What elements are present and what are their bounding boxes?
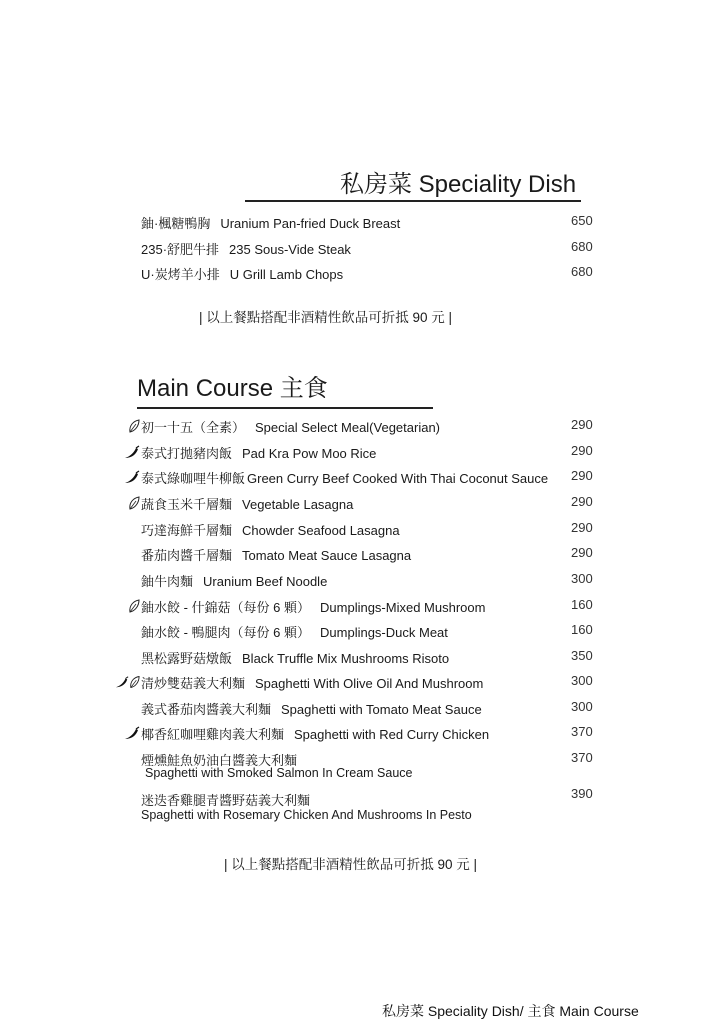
item-price: 680 (571, 264, 593, 279)
item-name-en: Spaghetti With Olive Oil And Mushroom (255, 676, 484, 691)
item-price: 370 (571, 750, 593, 765)
item-price: 390 (571, 786, 593, 801)
item-name-zh: 鈾水餃 - 鴨腿肉（每份 6 顆） (141, 625, 311, 640)
item-price: 160 (571, 597, 593, 612)
vegetarian-leaf-icon (128, 599, 140, 613)
speciality-title: 私房菜 Speciality Dish (340, 171, 577, 198)
item-price: 300 (571, 673, 593, 688)
item-price: 680 (571, 239, 593, 254)
item-name-zh: 泰式打拋豬肉飯 (141, 446, 233, 461)
item-name-zh: 蔬食玉米千層麵 (141, 497, 233, 512)
item-name-en: Spaghetti with Tomato Meat Sauce (281, 702, 482, 717)
speciality-divider (245, 200, 581, 202)
menu-item (0, 414, 724, 438)
item-name-zh: 泰式綠咖哩牛柳飯 (141, 471, 246, 486)
item-name-zh: 235·舒肥牛排 (141, 242, 220, 257)
item-name-en: Pad Kra Pow Moo Rice (242, 446, 377, 461)
item-price: 350 (571, 648, 593, 663)
item-name-en: Spaghetti with Red Curry Chicken (294, 727, 490, 742)
menu-item (0, 236, 724, 260)
main-course-divider (137, 407, 433, 409)
item-name-zh: 清炒雙菇義大利麵 (141, 676, 246, 691)
item-name-zh: 煙燻鮭魚奶油白醬義大利麵 (141, 753, 298, 768)
item-name-zh: 迷迭香雞腿青醬野菇義大利麵 (141, 793, 311, 808)
discount-note: | 以上餐點搭配非酒精性飲品可折抵 90 元 | (199, 310, 453, 325)
item-price: 290 (571, 494, 593, 509)
item-price: 370 (571, 724, 593, 739)
menu-item (0, 645, 724, 669)
item-name-en: Special Select Meal(Vegetarian) (255, 420, 441, 435)
item-price: 300 (571, 699, 593, 714)
item-price: 650 (571, 213, 593, 228)
item-name-en: Tomato Meat Sauce Lasagna (242, 548, 412, 563)
item-price: 160 (571, 622, 593, 637)
discount-note: | 以上餐點搭配非酒精性飲品可折抵 90 元 | (224, 857, 478, 872)
menu-item (0, 619, 724, 643)
item-name-en: Spaghetti with Rosemary Chicken And Mushrooms In Pesto (141, 808, 472, 822)
page-footer: 私房菜 Speciality Dish/ 主食 Main Course (382, 1003, 639, 1019)
item-name-en: Vegetable Lasagna (242, 497, 354, 512)
vegetarian-leaf-icon (129, 675, 140, 689)
spicy-chili-icon (124, 470, 140, 484)
item-name-zh: 鈾牛肉麵 (141, 574, 194, 589)
menu-item (0, 465, 724, 489)
item-price: 290 (571, 545, 593, 560)
item-name-en: Black Truffle Mix Mushrooms Risoto (242, 651, 450, 666)
vegetarian-leaf-icon (128, 496, 140, 510)
menu-item (0, 747, 724, 787)
item-price: 290 (571, 417, 593, 432)
item-price: 300 (571, 571, 593, 586)
item-price: 290 (571, 443, 593, 458)
item-name-zh: U·炭烤羊小排 (141, 267, 220, 282)
item-name-en: Dumplings-Mixed Mushroom (320, 600, 486, 615)
item-name-en: Spaghetti with Smoked Salmon In Cream Sauce (145, 766, 413, 780)
item-name-zh: 椰香紅咖哩雞肉義大利麵 (141, 727, 285, 742)
item-name-en: Chowder Seafood Lasagna (242, 523, 400, 538)
item-price: 290 (571, 520, 593, 535)
item-name-en: 235 Sous-Vide Steak (229, 242, 351, 257)
item-name-zh: 義式番茄肉醬義大利麵 (141, 702, 272, 717)
item-name-zh: 鈾水餃 - 什錦菇（每份 6 顆） (141, 600, 311, 615)
menu-item (0, 786, 724, 826)
item-name-en: Green Curry Beef Cooked With Thai Coconut Sauce (247, 471, 549, 486)
menu-item (0, 568, 724, 592)
item-price: 290 (571, 468, 593, 483)
spicy-chili-icon (115, 675, 129, 689)
item-name-zh: 初一十五（全素） (141, 420, 246, 435)
menu-item (0, 210, 724, 234)
main-course-title: Main Course 主食 (137, 375, 328, 402)
menu-item (0, 721, 724, 745)
vegetarian-leaf-icon (128, 419, 140, 433)
menu-item (0, 261, 724, 285)
item-name-zh: 番茄肉醬千層麵 (141, 548, 233, 563)
item-name-zh: 黑松露野菇燉飯 (141, 651, 233, 666)
spicy-chili-icon (124, 726, 140, 740)
item-name-en: Uranium Pan-fried Duck Breast (220, 216, 401, 231)
item-name-en: U Grill Lamb Chops (229, 267, 344, 282)
menu-item (0, 594, 724, 618)
menu-item (0, 542, 724, 566)
menu-item (0, 696, 724, 720)
item-name-zh: 巧達海鮮千層麵 (141, 523, 233, 538)
item-name-en: Uranium Beef Noodle (203, 574, 328, 589)
menu-item (0, 440, 724, 464)
menu-item (0, 670, 724, 694)
item-name-zh: 鈾·楓糖鴨胸 (141, 216, 211, 231)
menu-item (0, 517, 724, 541)
menu-item (0, 491, 724, 515)
item-name-en: Dumplings-Duck Meat (320, 625, 448, 640)
spicy-chili-icon (124, 445, 140, 459)
